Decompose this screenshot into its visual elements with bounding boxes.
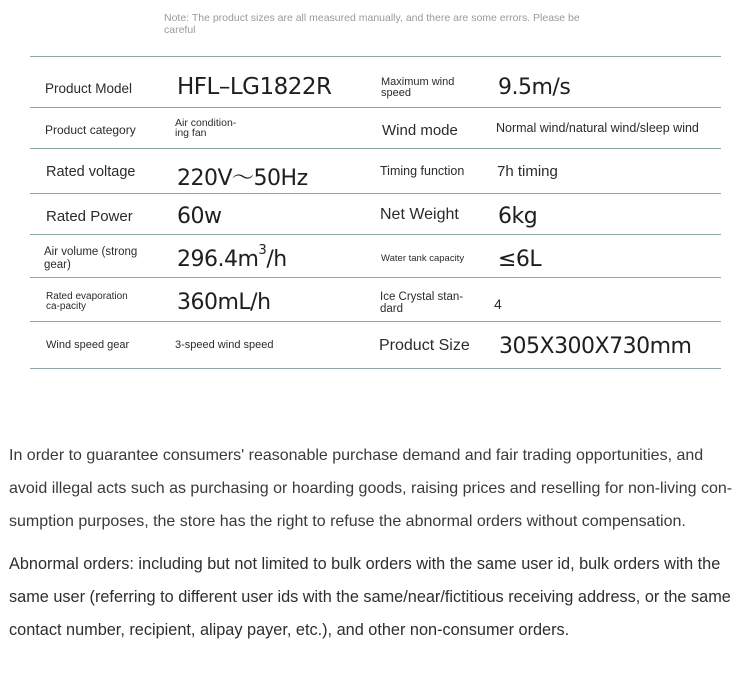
max-wind-speed-value: 9.5m/s — [498, 75, 571, 100]
air-volume-value: $296.4m^3/h$ — [177, 243, 287, 272]
product-category-value: Air condition-ing fan — [175, 117, 237, 139]
max-wind-speed-label: Maximum wind speed — [381, 76, 455, 99]
abnormal-orders-notice: Abnormal orders: including but not limited to bulk orders with the same user id, bulk orders with the same user (referring to different user ids with the same/near/fictitious receiving address, or the same contact number, recipient, alipay payer, etc.), and other non-consumer orders. — [9, 555, 731, 639]
spec-row-category — [30, 108, 721, 149]
product-category-label: Product category — [45, 123, 136, 137]
timing-function-label: Timing function — [380, 164, 465, 178]
net-weight-label: Net Weight — [380, 206, 459, 223]
wind-gear-label: Wind speed gear — [46, 339, 130, 351]
net-weight-value: 6kg — [498, 204, 538, 229]
spec-row-evaporation — [30, 278, 721, 322]
water-tank-label: Water tank capacity — [381, 253, 465, 264]
spec-row-size — [30, 322, 721, 369]
product-model-label: Product Model — [45, 81, 133, 96]
ice-crystal-value: 4 — [494, 296, 502, 312]
product-size-label: Product Size — [379, 337, 470, 354]
rated-power-label: Rated Power — [46, 208, 133, 225]
spec-row-model — [30, 57, 721, 108]
wind-mode-label: Wind mode — [382, 122, 458, 139]
purchase-notice: In order to guarantee consumers' reasonable purchase demand and fair trading opportunities, and avoid illegal acts such as purchasing or hoarding goods, raising prices and reselling for non-living con-sumption purposes, the store has the right to refuse the abnormal orders without compensation. — [9, 447, 733, 530]
wind-mode-value: Normal wind/natural wind/sleep wind — [496, 121, 699, 135]
evaporation-label: Rated evaporation ca-pacity — [46, 291, 128, 312]
wind-gear-value: 3-speed wind speed — [175, 339, 274, 351]
air-volume-exponent: 3 — [258, 243, 267, 258]
measurement-note: Note: The product sizes are all measured manually, and there are some errors. Please be careful — [164, 12, 580, 36]
spec-row-power — [30, 194, 721, 235]
timing-function-value: 7h timing — [497, 163, 558, 180]
rated-voltage-label: Rated voltage — [46, 164, 136, 180]
evaporation-value: 360mL/h — [177, 290, 271, 315]
ice-crystal-label: Ice Crystal stan-dard — [380, 291, 464, 315]
product-size-value: 305X300X730mm — [499, 334, 692, 359]
water-tank-value: ≤6L — [498, 247, 542, 272]
air-volume-label: Air volume (strong gear) — [44, 246, 138, 271]
product-model-value: HFL–LG1822R — [177, 74, 332, 100]
rated-voltage-value: 220V～50Hz — [177, 166, 308, 191]
rated-power-value: 60w — [177, 204, 222, 229]
spec-table — [30, 56, 721, 369]
spec-row-voltage — [30, 149, 721, 194]
spec-row-air-volume — [30, 235, 721, 278]
